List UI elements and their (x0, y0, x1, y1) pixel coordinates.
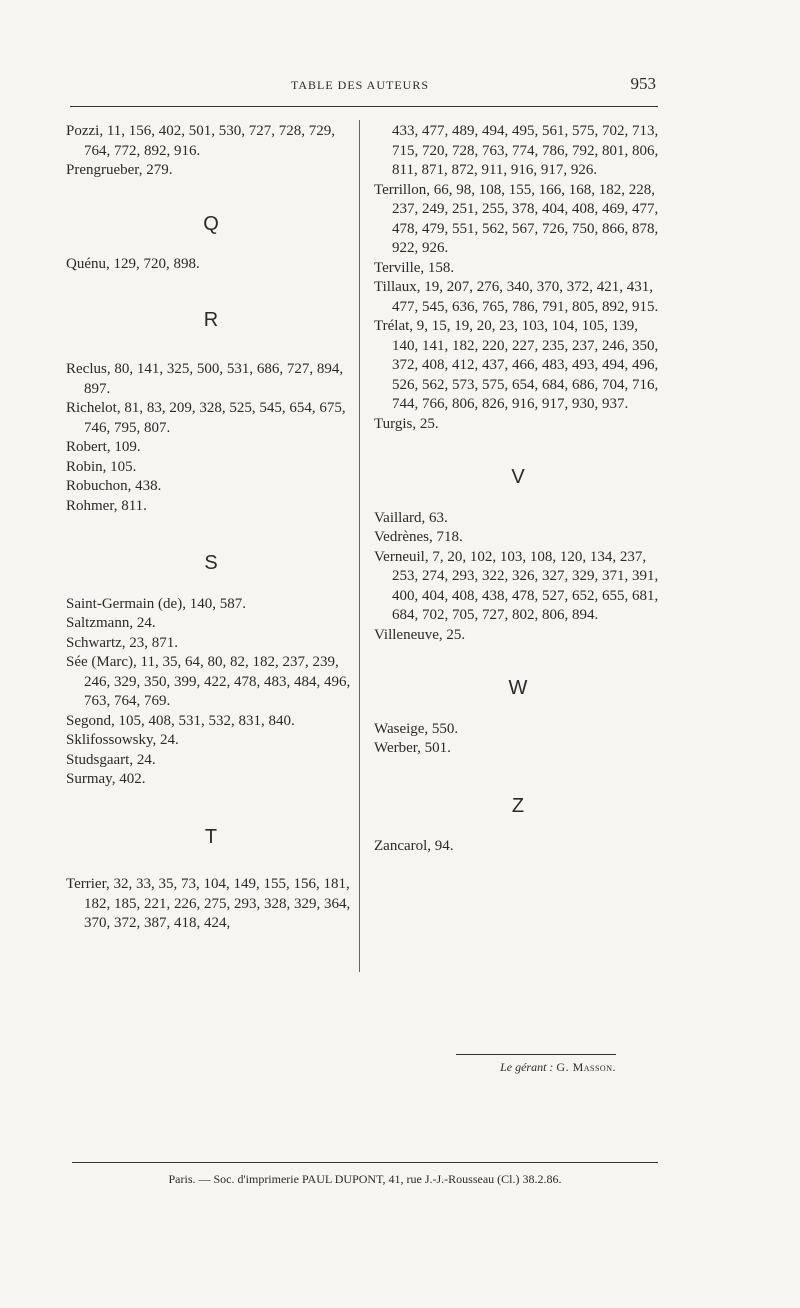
index-entry-quenu: Quénu, 129, 720, 898. (66, 256, 200, 272)
section-letter-v: V (511, 466, 525, 488)
index-entry-vaillard: Vaillard, 63. (374, 509, 448, 526)
index-entry-werber: Werber, 501. (374, 740, 451, 756)
index-entry-trelat: Trélat, 9, 15, 19, 20, 23, 103, 104, 105, 139, 140, 141, 182, 220, 227, 235, 237, 246, 350, 372, 408, 412, 437, 466, 483, 493, 494, 496, 526, 562, 573, 575, 654, 684, 686, 704, 716, 744, 766, 806, 826, 916, 917, 930, 937. (374, 318, 659, 412)
index-entry-see: Sée (Marc), 11, 35, 64, 80, 82, 182, 237, 239, 246, 329, 350, 399, 422, 478, 483, 484, 496, 763, 764, 769. (66, 654, 351, 709)
page-number: 953 (630, 74, 656, 93)
index-entry-zancarol: Zancarol, 94. (374, 838, 454, 854)
signature-rule (456, 1054, 616, 1055)
index-entry-sklifossowsky: Sklifossowsky, 24. (66, 732, 179, 748)
running-header-title: TABLE DES AUTEURS (290, 78, 430, 92)
index-entry-robert: Robert, 109. (66, 439, 141, 455)
index-entry-terrillon: Terrillon, 66, 98, 108, 155, 166, 168, 182, 228, 237, 249, 251, 255, 378, 404, 408, 469, 477, 478, 479, 551, 562, 567, 726, 750, 866, 878, 922, 926. (374, 181, 659, 256)
left-column (66, 122, 356, 934)
index-entry-waseige: Waseige, 550. (374, 720, 459, 737)
index-entry-surmay: Surmay, 402. (66, 771, 146, 787)
signature-name: G. Masson. (556, 1060, 616, 1074)
index-entry-robuchon: Robuchon, 438. (66, 478, 162, 494)
index-entry-richelot: Richelot, 81, 83, 209, 328, 525, 545, 654, 675, 746, 795, 807. (66, 400, 346, 436)
signature-label: Le gérant : (500, 1060, 554, 1074)
index-entry-terrier: Terrier, 32, 33, 35, 73, 104, 149, 155, 156, 181, 182, 185, 221, 226, 275, 293, 328, 329, 364, 370, 372, 387, 418, 424, (66, 876, 351, 931)
index-entry-villeneuve: Villeneuve, 25. (374, 626, 466, 643)
index-entry-terrier-continued: 433, 477, 489, 494, 495, 561, 575, 702, 713, 715, 720, 728, 763, 774, 786, 792, 801, 806, 811, 871, 872, 911, 916, 917, 926. (392, 123, 659, 178)
section-letter-q: Q (203, 212, 219, 235)
index-entry-studsgaart: Studsgaart, 24. (66, 751, 156, 768)
index-entry-schwartz: Schwartz, 23, 871. (66, 634, 179, 651)
section-letter-r: R (203, 308, 219, 331)
index-entry-saint-germain: Saint-Germain (de), 140, 587. (66, 595, 246, 612)
index-entry-robin: Robin, 105. (66, 458, 137, 475)
index-entry-tillaux: Tillaux, 19, 207, 276, 340, 370, 372, 421, 431, 477, 545, 636, 765, 786, 791, 805, 892, 915. (374, 279, 659, 315)
signature (440, 1060, 616, 1075)
index-entry-segond: Segond, 105, 408, 531, 532, 831, 840. (66, 712, 295, 729)
printer-footer: Paris. — Soc. d'imprimerie PAUL DUPONT, 41, rue J.-J.-Rousseau (Cl.) 38.2.86. (168, 1172, 562, 1186)
header-rule (70, 106, 658, 107)
index-entry-reclus: Reclus, 80, 141, 325, 500, 531, 686, 727, 894, 897. (66, 361, 344, 397)
index-entry-vedrenes: Vedrènes, 718. (374, 529, 463, 545)
index-entry-terville: Terville, 158. (374, 259, 455, 276)
right-column (374, 122, 662, 857)
index-entry-turgis: Turgis, 25. (374, 415, 439, 432)
index-entry-pozzi: Pozzi, 11, 156, 402, 501, 530, 727, 728, 729, 764, 772, 892, 916. (66, 123, 336, 159)
index-entry-rohmer: Rohmer, 811. (66, 497, 147, 514)
section-letter-w: W (508, 677, 528, 699)
section-letter-z: Z (511, 794, 525, 817)
index-entry-saltzmann: Saltzmann, 24. (66, 615, 156, 631)
footer-rule (72, 1162, 658, 1163)
section-letter-t: T (204, 825, 218, 848)
column-divider (359, 120, 360, 972)
index-entry-prengrueber: Prengrueber, 279. (66, 162, 173, 178)
section-letter-s: S (204, 552, 218, 574)
index-entry-verneuil: Verneuil, 7, 20, 102, 103, 108, 120, 134, 237, 253, 274, 293, 322, 326, 327, 329, 371, 391, 400, 404, 408, 438, 478, 527, 652, 655, 681, 684, 702, 705, 727, 802, 806, 894. (374, 548, 659, 623)
